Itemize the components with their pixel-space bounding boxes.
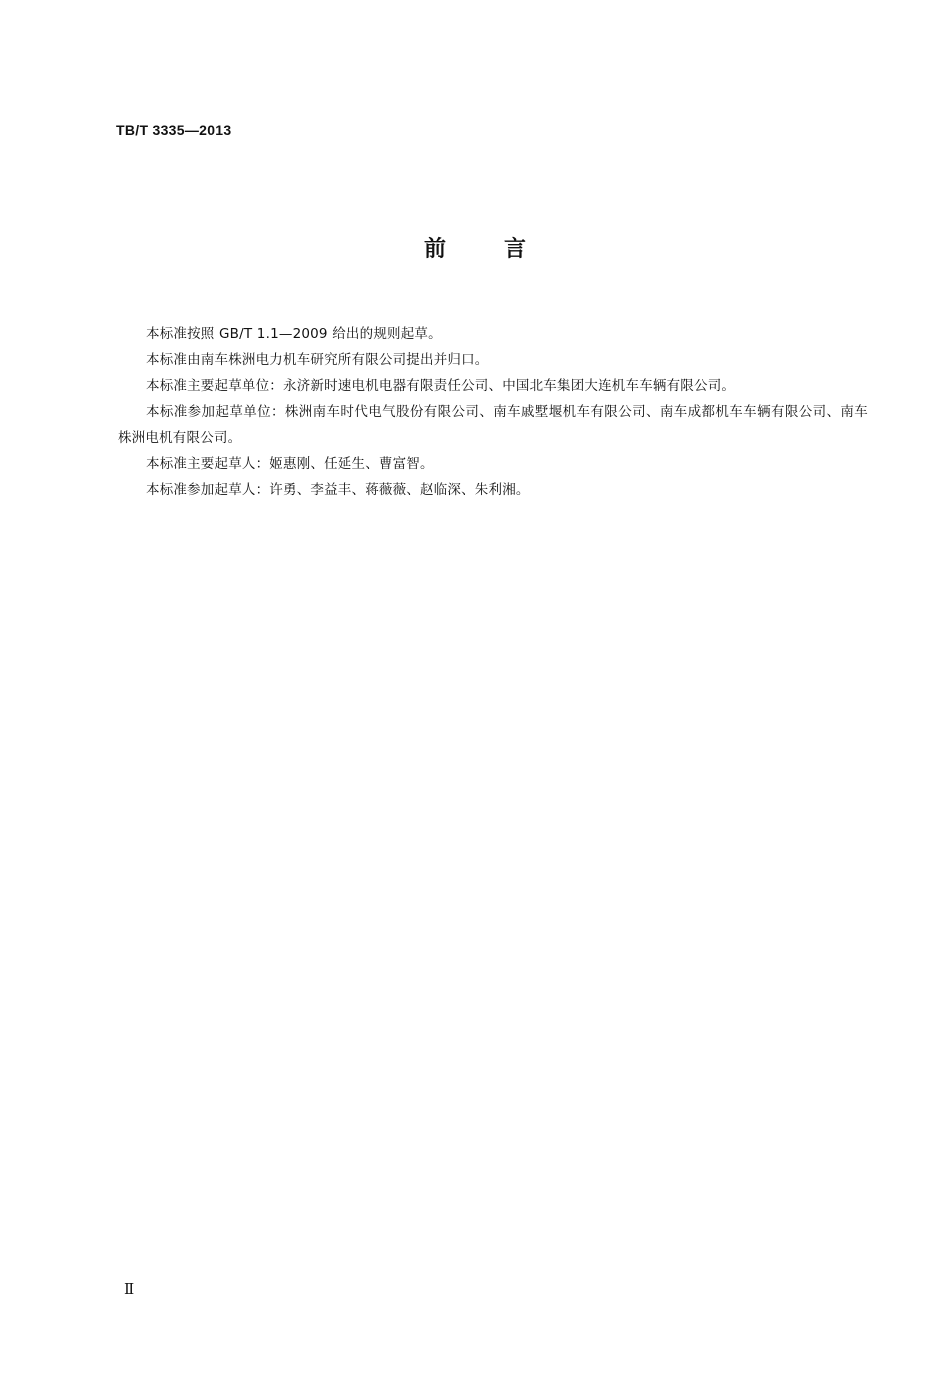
paragraph-participating-units: 本标准参加起草单位：株洲南车时代电气股份有限公司、南车戚墅堰机车有限公司、南车成都机车车辆有限公司、南车株洲电机有限公司。 <box>118 404 868 446</box>
foreword-body <box>118 321 868 503</box>
title-char-1: 前 <box>423 237 446 262</box>
page-title <box>0 232 950 263</box>
page-number: Ⅱ <box>124 1280 135 1298</box>
paragraph-main-drafting-units: 本标准主要起草单位：永济新时速电机电器有限责任公司、中国北车集团大连机车车辆有限公司。 <box>146 378 736 394</box>
paragraph-participating-drafters: 本标准参加起草人：许勇、李益丰、蒋薇薇、赵临深、朱利湘。 <box>146 482 530 498</box>
document-code: TB/T 3335—2013 <box>116 122 232 138</box>
paragraph-drafting-rules: 本标准按照 GB/T 1.1—2009 给出的规则起草。 <box>146 326 442 342</box>
paragraph-proposer: 本标准由南车株洲电力机车研究所有限公司提出并归口。 <box>146 352 489 368</box>
paragraph-main-drafters: 本标准主要起草人：姬惠刚、任延生、曹富智。 <box>146 456 434 472</box>
title-char-2: 言 <box>504 237 527 262</box>
